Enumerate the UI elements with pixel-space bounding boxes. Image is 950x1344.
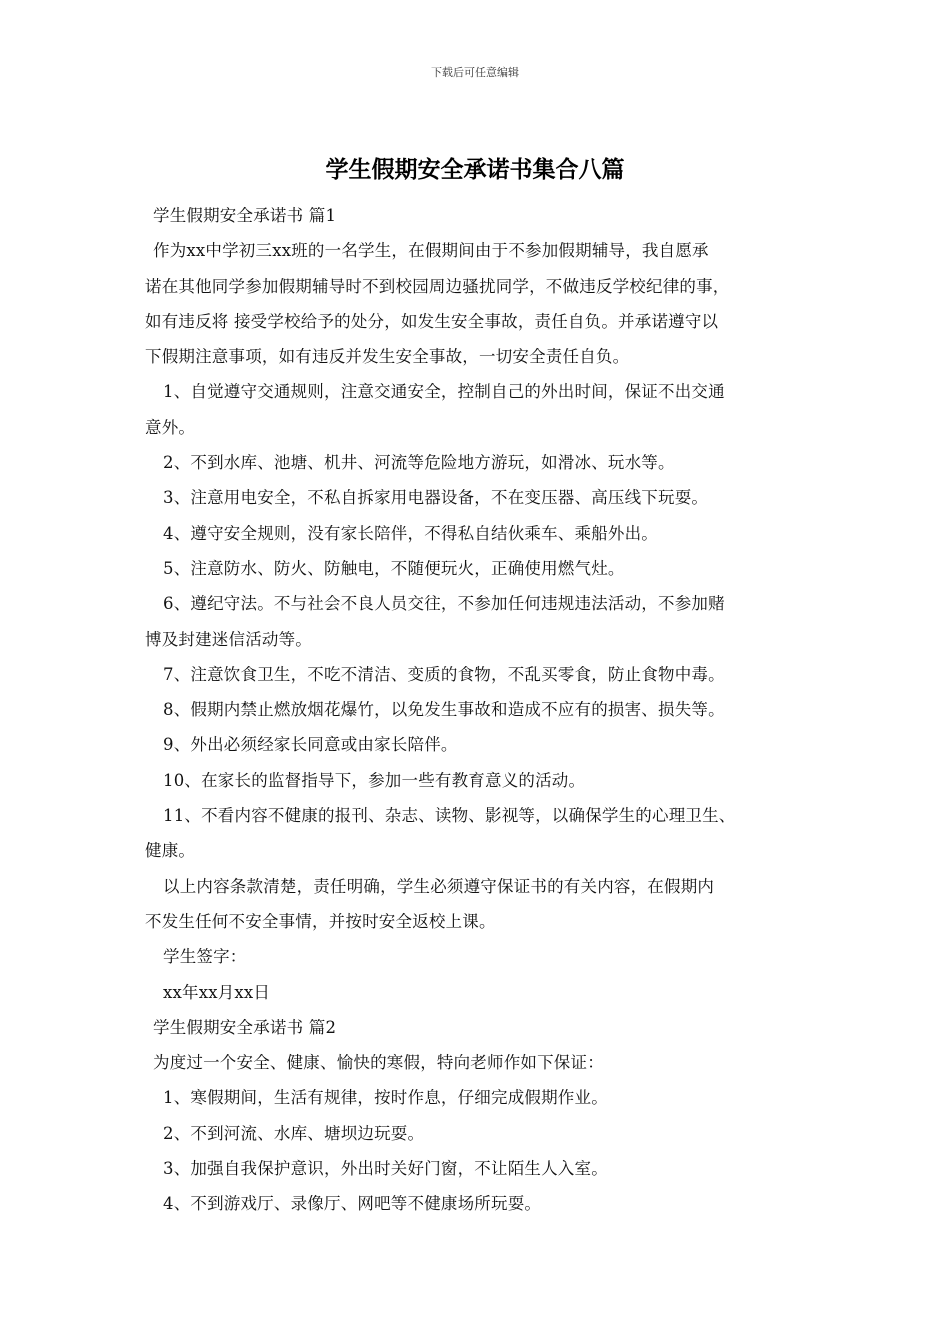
text-line: 10、在家长的监督指导下，参加一些有教育意义的活动。 [163, 770, 586, 790]
text-line: 诺在其他同学参加假期辅导时不到校园周边骚扰同学，不做违反学校纪律的事， [145, 276, 730, 296]
text-line: 8、假期内禁止燃放烟花爆竹，以免发生事故和造成不应有的损害、损失等。 [163, 700, 725, 720]
text-line: 4、遵守安全规则，没有家长陪伴，不得私自结伙乘车、乘船外出。 [163, 523, 658, 543]
text-line: 健康。 [145, 841, 196, 861]
text-line: 学生假期安全承诺书 篇1 [153, 206, 337, 225]
text-line: 意外。 [145, 417, 196, 437]
text-line: 9、外出必须经家长同意或由家长陪伴。 [163, 735, 458, 755]
text-line: 6、遵纪守法。不与社会不良人员交往，不参加任何违规违法活动，不参加赌 [163, 594, 725, 614]
text-line: 2、不到河流、水库、塘坝边玩耍。 [163, 1123, 425, 1143]
document-title: 学生假期安全承诺书集合八篇 [325, 157, 625, 183]
text-line: 作为xx中学初三xx班的一名学生，在假期间由于不参加假期辅导，我自愿承 [153, 241, 709, 261]
text-line: 博及封建迷信活动等。 [145, 629, 312, 649]
text-line: 4、不到游戏厅、录像厅、网吧等不健康场所玩耍。 [163, 1194, 542, 1214]
text-line: xx年xx月xx日 [163, 982, 271, 1002]
text-line: 学生假期安全承诺书 篇2 [153, 1017, 337, 1037]
text-line: 1、寒假期间，生活有规律，按时作息，仔细完成假期作业。 [163, 1088, 608, 1108]
text-line: 3、注意用电安全，不私自拆家用电器设备，不在变压器、高压线下玩耍。 [163, 488, 709, 508]
header-note: 下载后可任意编辑 [431, 66, 519, 79]
text-line: 以上内容条款清楚，责任明确，学生必须遵守保证书的有关内容，在假期内 [163, 876, 715, 896]
text-line: 7、注意饮食卫生，不吃不清洁、变质的食物，不乱买零食，防止食物中毒。 [163, 664, 725, 684]
text-line: 下假期注意事项，如有违反并发生安全事故，一切安全责任自负。 [145, 347, 630, 367]
text-line: 不发生任何不安全事情，并按时安全返校上课。 [145, 911, 496, 931]
text-line: 学生签字： [163, 947, 247, 967]
text-line: 5、注意防水、防火、防触电，不随便玩火，正确使用燃气灶。 [163, 558, 625, 578]
text-line: 1、自觉遵守交通规则，注意交通安全，控制自己的外出时间，保证不出交通 [163, 382, 725, 402]
document-body [145, 198, 825, 1222]
text-line: 11、不看内容不健康的报刊、杂志、读物、影视等，以确保学生的心理卫生、 [163, 806, 736, 826]
text-line: 为度过一个安全、健康、愉快的寒假，特向老师作如下保证： [153, 1053, 604, 1073]
text-line: 如有违反将 接受学校给予的处分，如发生安全事故，责任自负。并承诺遵守以 [145, 311, 719, 331]
text-line: 3、加强自我保护意识，外出时关好门窗，不让陌生人入室。 [163, 1159, 608, 1179]
text-line: 2、不到水库、池塘、机井、河流等危险地方游玩，如滑冰、玩水等。 [163, 453, 675, 473]
